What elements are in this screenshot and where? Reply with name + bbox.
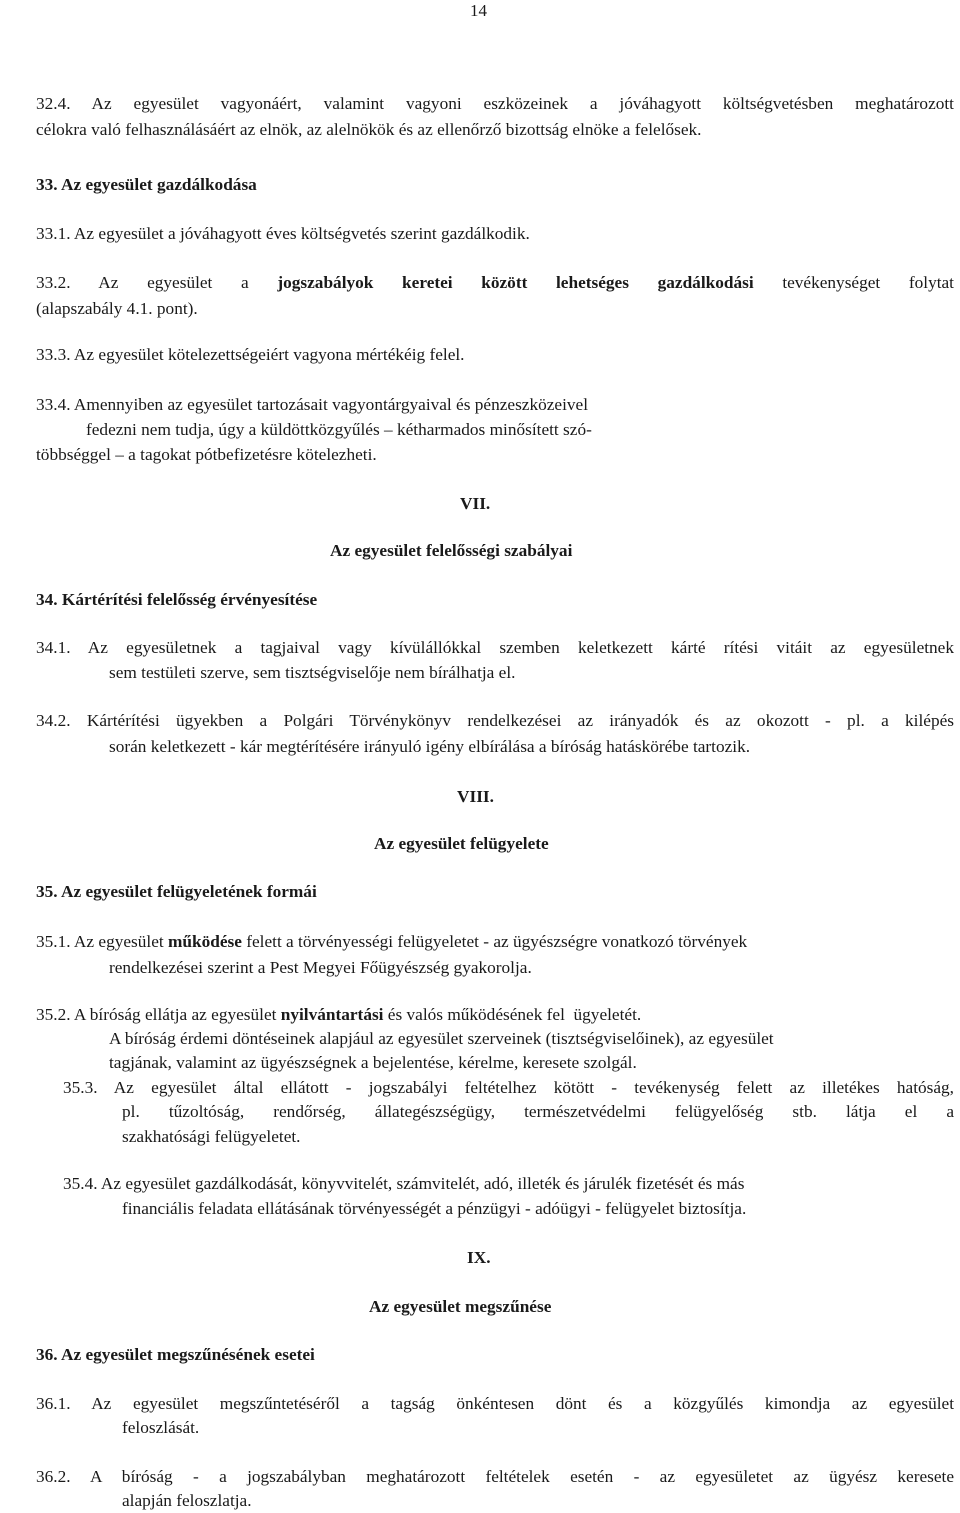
section-35-1-pre: 35.1. Az egyesület [36, 932, 168, 951]
section-34-2-line1: 34.2. Kártérítési ügyekben a Polgári Törvénykönyv rendelkezései az irányadók és az okozott - pl. a kilépés [36, 711, 954, 730]
section-33-heading: 33. Az egyesület gazdálkodása [36, 175, 257, 194]
page-number: 14 [470, 1, 487, 20]
chapter-8-numeral: VIII. [457, 787, 494, 806]
section-35-1-line2: rendelkezései szerint a Pest Megyei Főügyészség gyakorolja. [109, 958, 532, 977]
section-35-2-bold: nyilvántartási [280, 1005, 384, 1024]
chapter-9-title: Az egyesület megszűnése [369, 1297, 552, 1316]
chapter-8-title: Az egyesület felügyelete [374, 834, 549, 853]
section-32-4-line1: 32.4. Az egyesület vagyonáért, valamint vagyoni eszközeinek a jóváhagyott költségvetésben meghatározott [36, 94, 954, 113]
section-34-1-line2: sem testületi szerve, sem tisztségviselője nem bírálhatja el. [109, 663, 516, 682]
section-35-4-line2: financiális feladata ellátásának törvényességét a pénzügyi - adóügyi - felügyelet biztosítja. [122, 1199, 747, 1218]
section-33-2-bold: jogszabályok keretei között lehetséges gazdálkodási [277, 273, 754, 292]
section-36-heading: 36. Az egyesület megszűnésének esetei [36, 1345, 315, 1364]
section-33-2-line1 [36, 273, 954, 293]
section-35-1-line1 [36, 932, 747, 952]
section-36-2-line2: alapján feloszlatja. [122, 1491, 252, 1510]
section-36-2-line1: 36.2. A bíróság - a jogszabályban meghatározott feltételek esetén - az egyesületet az ügyész keresete [36, 1467, 954, 1486]
section-35-heading: 35. Az egyesület felügyeletének formái [36, 882, 317, 901]
section-33-3: 33.3. Az egyesület kötelezettségeiért vagyona mértékéig felel. [36, 345, 465, 364]
section-32-4-line2: célokra való felhasználásáért az elnök, az alelnökök és az ellenőrző bizottság elnöke a felelősek. [36, 120, 702, 139]
section-35-2-post: és valós működésének fel ügyeletét. [383, 1005, 642, 1024]
section-33-4-line1: 33.4. Amennyiben az egyesület tartozásait vagyontárgyaival és pénzeszközeivel [36, 395, 588, 414]
section-35-3-line2: pl. tűzoltóság, rendőrség, állategészségügy, természetvédelmi felügyelőség stb. látja el a [122, 1102, 954, 1121]
section-33-4-line2: fedezni nem tudja, úgy a küldöttközgyűlés – kétharmados minősített szó- [86, 420, 592, 439]
chapter-7-numeral: VII. [460, 494, 491, 513]
section-34-1-line1: 34.1. Az egyesületnek a tagjaival vagy kívülállókkal szemben keletkezett kárté rítési vitáit az egyesületnek [36, 638, 954, 657]
section-36-1-line2: feloszlását. [122, 1418, 200, 1437]
section-35-3-line3: szakhatósági felügyeletet. [122, 1127, 301, 1146]
section-33-2-post: tevékenységet folytat [753, 273, 954, 292]
section-35-3-line1: 35.3. Az egyesület által ellátott - jogszabályi feltételhez kötött - tevékenység felett az illetékes hatóság, [63, 1078, 954, 1097]
section-33-2-pre: 33.2. Az egyesület a [36, 273, 278, 292]
section-35-1-bold: működése [167, 932, 242, 951]
chapter-7-title: Az egyesület felelősségi szabályai [330, 541, 573, 560]
section-36-1-line1: 36.1. Az egyesület megszűntetéséről a tagság önkéntesen dönt és a közgyűlés kimondja az egyesület [36, 1394, 954, 1413]
section-33-1: 33.1. Az egyesület a jóváhagyott éves költségvetés szerint gazdálkodik. [36, 224, 530, 243]
section-34-2-line2: során keletkezett - kár megtérítésére irányuló igény elbírálása a bíróság hatáskörébe tartozik. [109, 737, 751, 756]
chapter-9-numeral: IX. [467, 1248, 491, 1267]
section-35-2-pre: 35.2. A bíróság ellátja az egyesület [36, 1005, 281, 1024]
section-33-2-line2: (alapszabály 4.1. pont). [36, 299, 198, 318]
section-35-2-line1 [36, 1005, 641, 1025]
section-35-4-line1: 35.4. Az egyesület gazdálkodását, könyvvitelét, számvitelét, adó, illeték és járulék fizetését és más [63, 1174, 745, 1193]
section-34-heading: 34. Kártérítési felelősség érvényesítése [36, 590, 318, 609]
section-35-2-line2: A bíróság érdemi döntéseinek alapjául az egyesület szerveinek (tisztségviselőinek), az egyesület [109, 1029, 774, 1048]
section-33-4-line3: többséggel – a tagokat pótbefizetésre kötelezheti. [36, 445, 377, 464]
section-35-2-line3: tagjának, valamint az ügyészségnek a bejelentése, kérelme, keresete szolgál. [109, 1053, 637, 1072]
section-35-1-post: felett a törvényességi felügyeletet - az ügyészségre vonatkozó törvények [241, 932, 748, 951]
